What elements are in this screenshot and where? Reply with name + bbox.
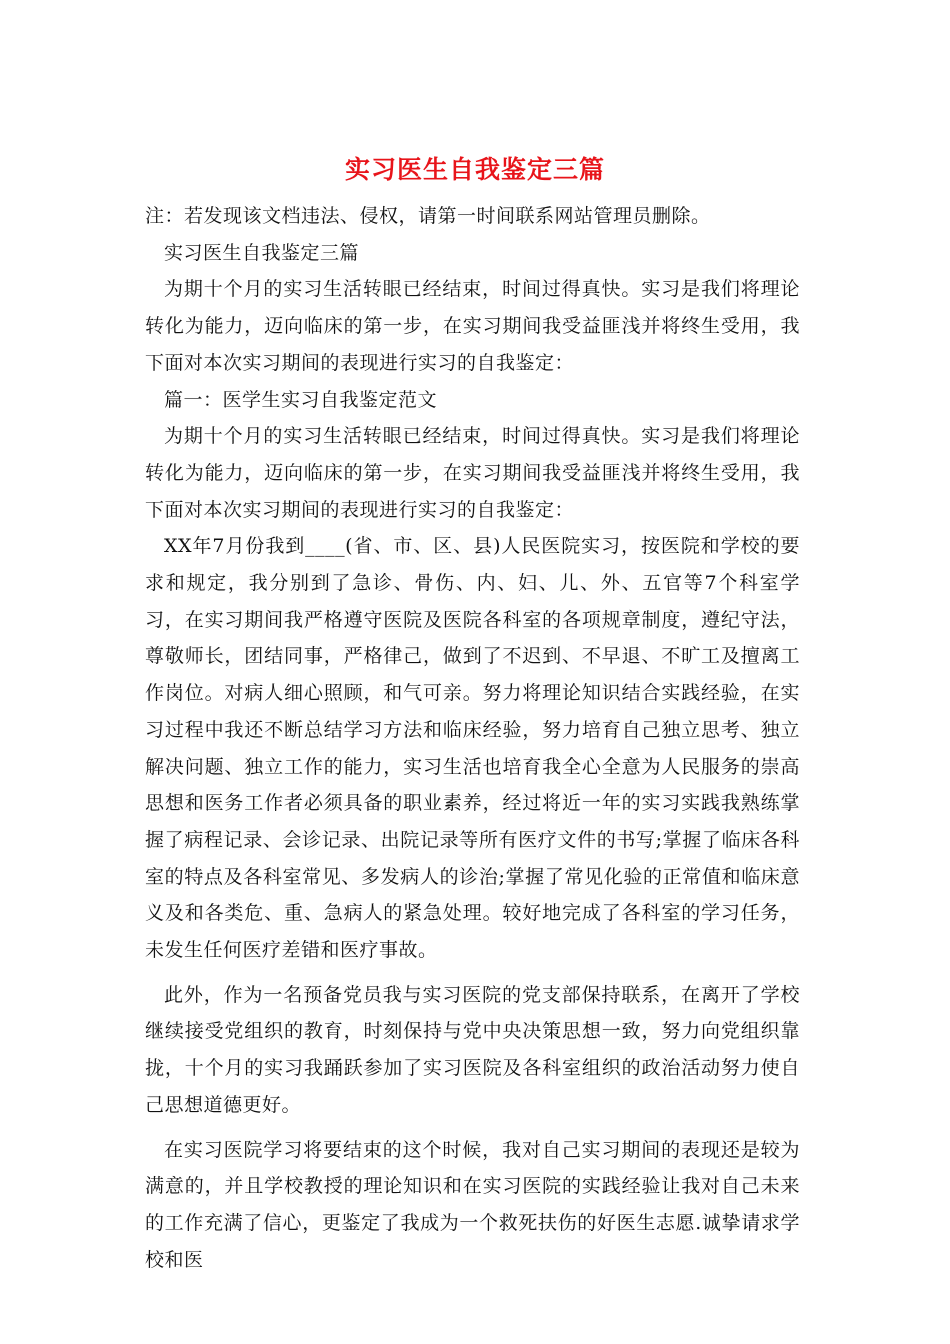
subtitle-paragraph: 实习医生自我鉴定三篇 bbox=[164, 241, 360, 264]
document-body bbox=[145, 198, 800, 1278]
document-title: 实习医生自我鉴定三篇 bbox=[344, 155, 605, 184]
notice-paragraph: 注：若发现该文档违法、侵权，请第一时间联系网站管理员删除。 bbox=[145, 205, 711, 227]
body-paragraph: 为期十个月的实习生活转眼已经结束，时间过得真快。实习是我们将理论转化为能力，迈向临床的第一步，在实习期间我受益匪浅并将终生受用，我下面对本次实习期间的表现进行实习的自我鉴定： bbox=[145, 425, 800, 521]
body-paragraph: 此外，作为一名预备党员我与实习医院的党支部保持联系，在离开了学校继续接受党组织的教育，时刻保持与党中央决策思想一致，努力向党组织靠拢，十个月的实习我踊跃参加了实习医院及各科室组织的政治活动努力使自己思想道德更好。 bbox=[145, 983, 800, 1116]
intro-paragraph: 为期十个月的实习生活转眼已经结束，时间过得真快。实习是我们将理论转化为能力，迈向临床的第一步，在实习期间我受益匪浅并将终生受用，我下面对本次实习期间的表现进行实习的自我鉴定： bbox=[145, 278, 800, 374]
body-paragraph: 在实习医院学习将要结束的这个时候，我对自己实习期间的表现还是较为满意的，并且学校教授的理论知识和在实习医院的实践经验让我对自己未来的工作充满了信心，更鉴定了我成为一个救死扶伤的好医生志愿.诚挚请求学校和医 bbox=[145, 1138, 800, 1271]
body-paragraph: XX年7月份我到____(省、市、区、县)人民医院实习，按医院和学校的要求和规定，我分别到了急诊、骨伤、内、妇、儿、外、五官等7个科室学习，在实习期间我严格遵守医院及医院各科室的各项规章制度，遵纪守法，尊敬师长，团结同事，严格律己，做到了不迟到、不早退、不旷工及擅离工作岗位。对病人细心照顾，和气可亲。努力将理论知识结合实践经验，在实习过程中我还不断总结学习方法和临床经验，努力培育自己独立思考、独立解决问题、独立工作的能力，实习生活也培育我全心全意为人民服务的崇高思想和医务工作者必须具备的职业素养，经过将近一年的实习实践我熟练掌握了病程记录、会诊记录、出院记录等所有医疗文件的书写;掌握了临床各科室的特点及各科室常见、多发病人的诊治;掌握了常见化验的正常值和临床意义及和各类危、重、急病人的紧急处理。较好地完成了各科室的学习任务，未发生任何医疗差错和医疗事故。 bbox=[145, 535, 800, 962]
section-heading: 篇一：医学生实习自我鉴定范文 bbox=[164, 388, 438, 411]
